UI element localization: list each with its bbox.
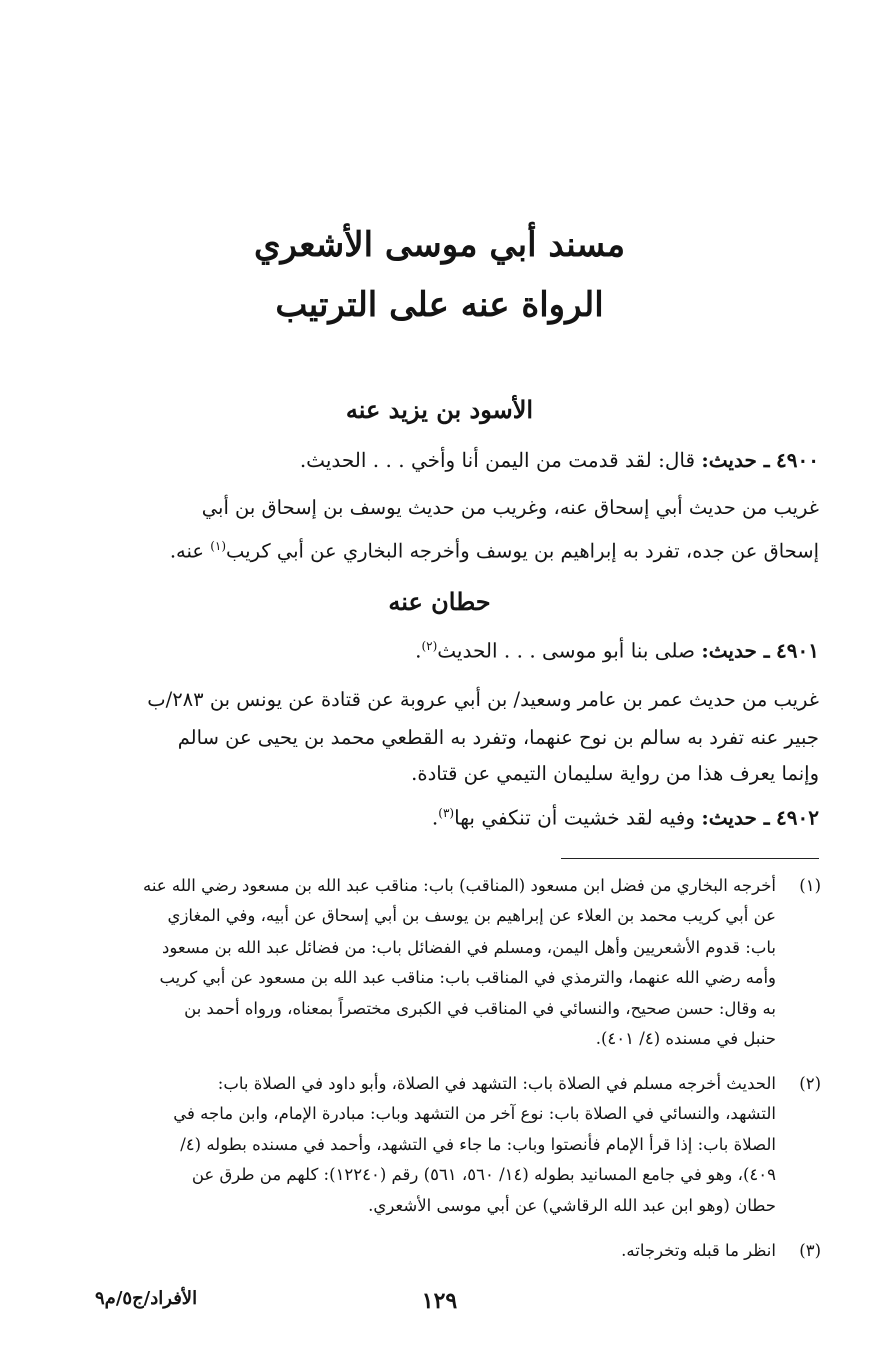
footnote-number-1: (١) [799, 876, 821, 895]
main-title: مسند أبي موسى الأشعري [253, 225, 626, 265]
footnote-1-line: أخرجه البخاري من فضل ابن مسعود (المناقب) باب: مناقب عبد الله بن مسعود رضي الله عنه [142, 876, 776, 895]
hadith-text: صلى بنا أبو موسى . . . الحديث [437, 638, 696, 663]
hadith-dash: ـ [756, 805, 770, 830]
hadith-4902 [60, 807, 819, 828]
footnote-2-line: ٤٠٩)، وهو في جامع المسانيد بطوله (١٤/ ٥٦٠، ٥٦١) رقم (١٢٢٤٠): كلهم من طرق عن [191, 1165, 776, 1184]
footnote-ref-3[interactable]: (٣) [438, 806, 455, 820]
hadith-text: وفيه لقد خشيت أن تنكفي بها [454, 805, 696, 830]
commentary-line: غريب من حديث عمر بن عامر وسعيد/ بن أبي عروبة عن قتادة عن يونس بن ٢٨٣/ب [147, 688, 819, 711]
hadith-colon: : [701, 805, 709, 830]
hadith-4900 [60, 450, 819, 470]
section-heading-aswad: الأسود بن يزيد عنه [345, 395, 534, 424]
commentary-line: غريب من حديث أبي إسحاق عنه، وغريب من حديث يوسف بن إسحاق بن أبي [201, 496, 819, 519]
commentary-4901 [24, 690, 819, 800]
commentary-line [170, 540, 819, 561]
hadith-number: ٤٩٠١ [776, 638, 819, 663]
hadith-text: قال: لقد قدمت من اليمن أنا وأخي . . . الحديث. [299, 448, 696, 472]
footnote-2-line: حطان (وهو ابن عبد الله الرقاشي) عن أبي موسى الأشعري. [368, 1196, 776, 1215]
footnote-1-line: وأمه رضي الله عنهما، والترمذي في المناقب باب: مناقب عبد الله بن مسعود عن أبي كريب [159, 968, 776, 987]
footnote-ref-1[interactable]: (١) [210, 539, 227, 553]
hadith-colon: : [701, 448, 709, 472]
footnote-3-line: انظر ما قبله وتخرجاته. [621, 1241, 776, 1260]
footnote-ref-2[interactable]: (٢) [421, 639, 438, 653]
hadith-label: حديث [708, 638, 757, 663]
footnote-number-3: (٣) [799, 1241, 821, 1260]
page-number: ١٢٩ [421, 1288, 458, 1314]
subtitle: الرواة عنه على الترتيب [275, 285, 604, 325]
hadith-label: حديث [708, 448, 757, 472]
footnote-1-line: حنبل في مسنده (٤/ ٤٠١). [595, 1029, 776, 1048]
footnote-1-line: به وقال: حسن صحيح، والنسائي في المناقب في الكبرى مختصراً بمعناه، ورواه أحمد بن [184, 999, 776, 1018]
hadith-end: . [431, 805, 439, 830]
footnote-2-line: الصلاة باب: إذا قرأ الإمام فأنصتوا وباب: ما جاء في التشهد، وأحمد في مسنده بطوله (٤/ [180, 1135, 776, 1154]
commentary-line: وإنما يعرف هذا من رواية سليمان التيمي عن قتادة. [411, 762, 819, 785]
hadith-end: . [415, 638, 422, 663]
hadith-dash: ـ [756, 638, 770, 663]
hadith-4901 [60, 640, 819, 661]
footnote-2-line: الحديث أخرجه مسلم في الصلاة باب: التشهد في الصلاة، وأبو داود في الصلاة باب: [217, 1074, 776, 1093]
footnote-number-2: (٢) [799, 1074, 821, 1093]
hadith-number: ٤٩٠٢ [776, 805, 819, 830]
commentary-line: جبير عنه تفرد به سالم بن نوح عنهما، وتفرد به القطعي محمد بن يحيى عن سالم [177, 726, 819, 749]
commentary-4900 [40, 498, 819, 568]
footnote-2-line: التشهد، والنسائي في الصلاة باب: نوع آخر من التشهد وباب: مبادرة الإمام، وابن ماجه في [173, 1104, 776, 1123]
printer-signature: الأفراد/ج٥/م٩ [95, 1288, 198, 1309]
hadith-label: حديث [708, 805, 757, 830]
hadith-colon: : [701, 638, 709, 663]
section-heading-hattan: حطان عنه [388, 587, 491, 616]
footnote-1-line: باب: قدوم الأشعريين وأهل اليمن، ومسلم في الفضائل باب: من فضائل عبد الله بن مسعود [161, 938, 776, 957]
hadith-number: ٤٩٠٠ [776, 448, 819, 472]
hadith-dash: ـ [756, 448, 770, 472]
commentary-line-text: إسحاق عن جده، تفرد به إبراهيم بن يوسف وأخرجه البخاري عن أبي كريب [226, 539, 819, 563]
footnote-separator [561, 858, 819, 859]
footnote-1-line: عن أبي كريب محمد بن العلاء عن إبراهيم بن يوسف بن أبي إسحاق عن أبيه، وفي المغازي [167, 906, 776, 925]
commentary-line-end: عنه. [169, 539, 204, 563]
